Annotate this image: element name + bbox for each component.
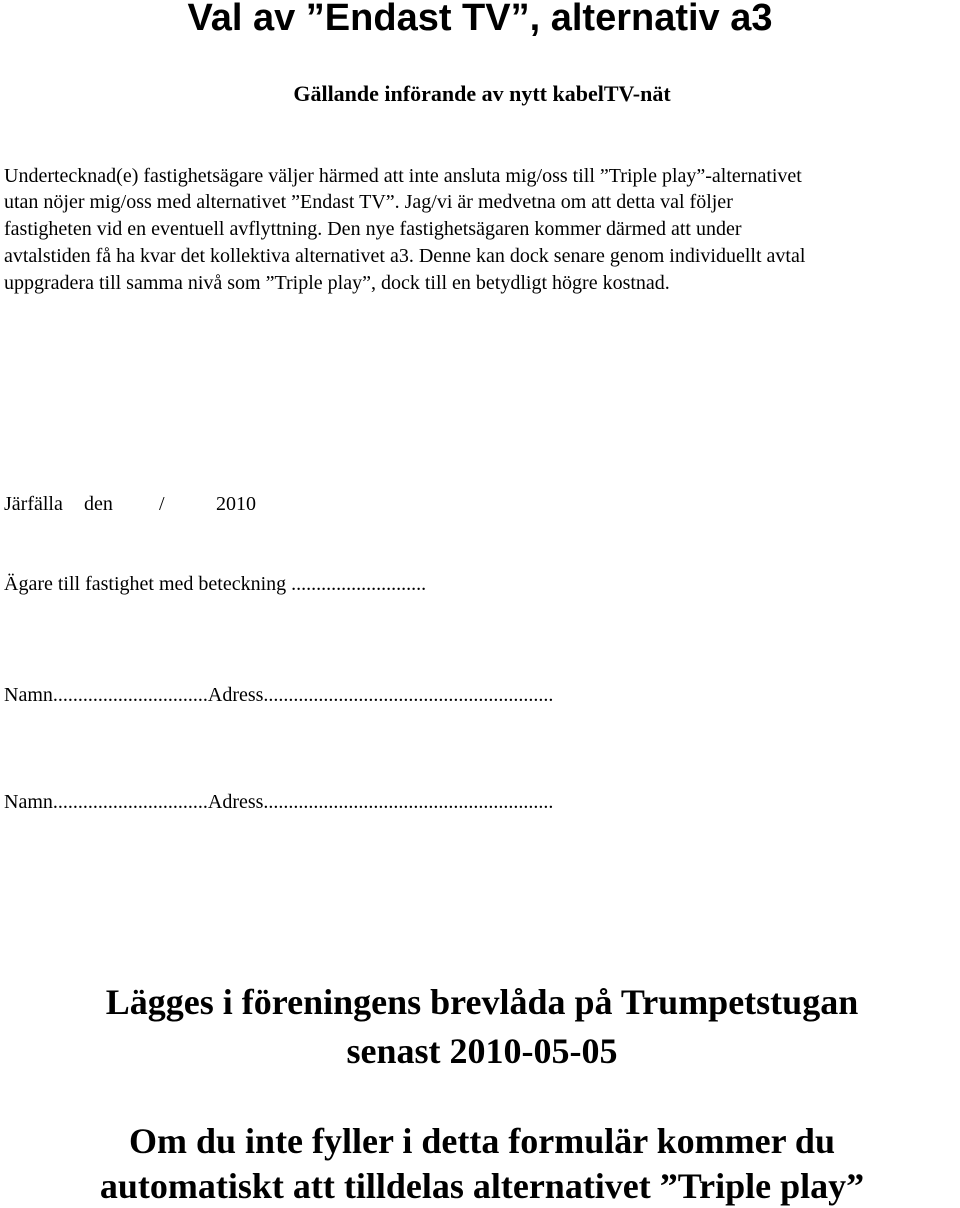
signature-field: Namn...............................Adress.......................................................... [4, 684, 554, 706]
date-line [4, 491, 304, 517]
default-warning: Om du inte fyller i detta formulär kommer du [129, 1121, 835, 1161]
default-warning: automatiskt att tilldelas alternativet ”Triple play” [99, 1166, 865, 1206]
body-line: Undertecknad(e) fastighetsägare väljer härmed att inte ansluta mig/oss till ”Triple play”-alternativet [4, 165, 802, 187]
document-title: Val av ”Endast TV”, alternativ a3 [187, 0, 773, 39]
signature-field: Namn...............................Adress.......................................................... [4, 791, 554, 813]
date-year: 2010 [216, 493, 256, 515]
property-owner-field: Ägare till fastighet med beteckning ........................... [4, 573, 427, 595]
date-slash: / [159, 493, 165, 515]
body-line: uppgradera till samma nivå som ”Triple play”, dock till en betydligt högre kostnad. [4, 272, 670, 294]
document-subtitle: Gällande införande av nytt kabelTV-nät [293, 81, 671, 106]
submission-instruction: Lägges i föreningens brevlåda på Trumpetstugan [105, 982, 859, 1022]
body-line: utan nöjer mig/oss med alternativet ”Endast TV”. Jag/vi är medvetna om att detta val följer [4, 191, 733, 213]
body-line: fastigheten vid en eventuell avflyttning. Den nye fastighetsägaren kommer därmed att under [4, 218, 742, 240]
date-den: den [84, 493, 113, 515]
submission-deadline: senast 2010-05-05 [346, 1031, 618, 1071]
body-line: avtalstiden få ha kvar det kollektiva alternativet a3. Denne kan dock senare genom individuellt avtal [4, 245, 806, 267]
date-place: Järfälla [4, 493, 63, 515]
